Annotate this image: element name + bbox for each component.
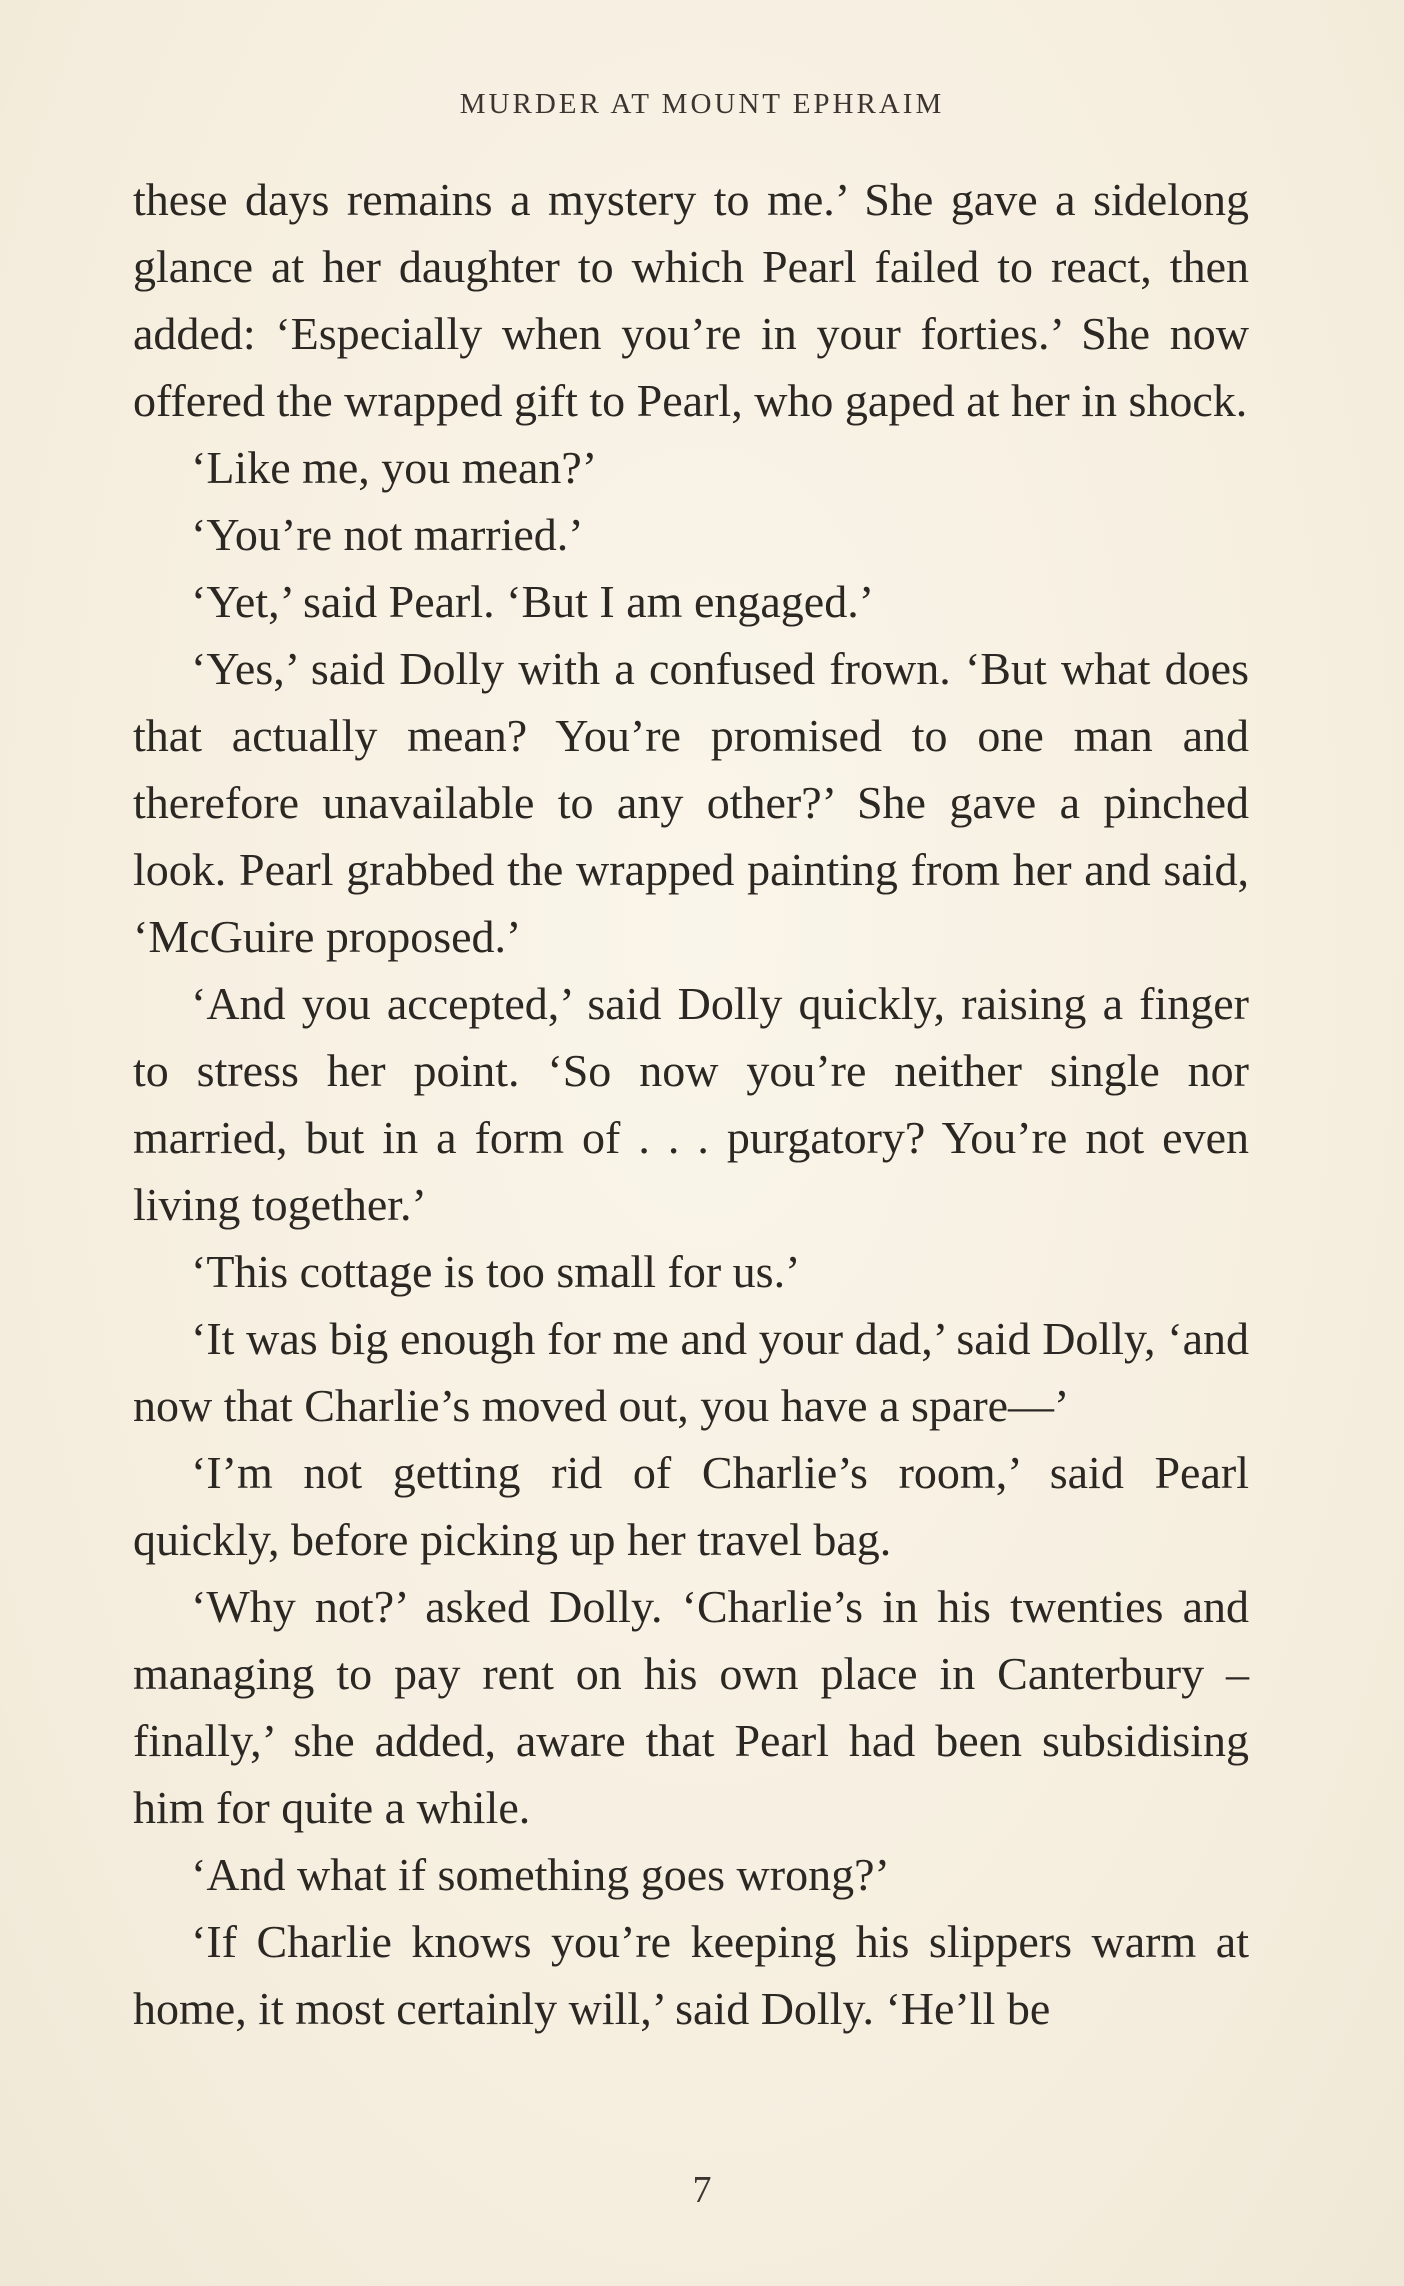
paragraph: ‘And what if something goes wrong?’: [191, 1849, 890, 1900]
paragraph: ‘And you accepted,’ said Dolly quickly, raising a finger to stress her point. ‘So now you’re neither single nor married, but in a form of . . . purgatory? You’re not even living together.’: [133, 978, 1249, 1230]
page-number: 7: [692, 2169, 712, 2211]
paragraph: ‘Yet,’ said Pearl. ‘But I am engaged.’: [191, 576, 875, 627]
paragraph: ‘This cottage is too small for us.’: [191, 1246, 801, 1297]
paragraph: ‘If Charlie knows you’re keeping his slippers warm at home, it most certainly will,’ said Dolly. ‘He’ll be: [133, 1916, 1249, 2034]
paragraph: ‘Like me, you mean?’: [191, 442, 598, 493]
running-head: MURDER AT MOUNT EPHRAIM: [459, 88, 945, 120]
paragraph: ‘I’m not getting rid of Charlie’s room,’ said Pearl quickly, before picking up her travel bag.: [133, 1447, 1249, 1565]
paragraph: ‘Yes,’ said Dolly with a confused frown. ‘But what does that actually mean? You’re promised to one man and therefore unavailable to any other?’ She gave a pinched look. Pearl grabbed the wrapped painting from her and said, ‘McGuire proposed.’: [133, 643, 1249, 962]
paragraph: ‘Why not?’ asked Dolly. ‘Charlie’s in his twenties and managing to pay rent on his own place in Canterbury – finally,’ she added, aware that Pearl had been subsidising him for quite a while.: [133, 1581, 1249, 1833]
paragraph: ‘You’re not married.’: [191, 509, 584, 560]
paragraph: ‘It was big enough for me and your dad,’ said Dolly, ‘and now that Charlie’s moved out, you have a spare—’: [133, 1313, 1249, 1431]
paragraph: these days remains a mystery to me.’ She gave a sidelong glance at her daughter to which Pearl failed to react, then added: ‘Especially when you’re in your forties.’ She now offered the wrapped gift to Pearl, who gaped at her in shock.: [133, 174, 1249, 426]
body-text: [133, 166, 1249, 2042]
